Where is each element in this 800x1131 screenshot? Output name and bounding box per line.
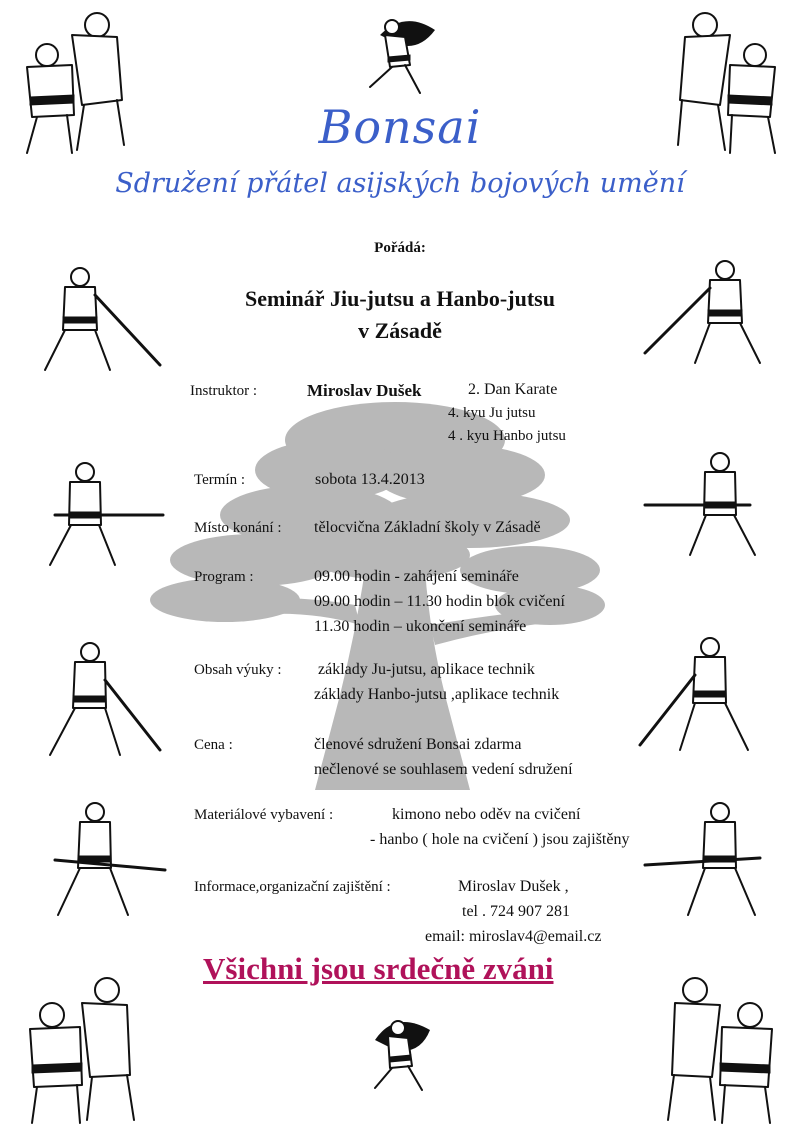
price-line-1: členové sdružení Bonsai zdarma [314,736,522,753]
contact-phone: tel . 724 907 281 [462,903,570,920]
page-title: Bonsai [318,100,482,154]
karateka-flying-kick-bottom-icon [350,1000,445,1095]
instructor-name: Miroslav Dušek [307,381,422,400]
content-line-1: základy Ju-jutsu, aplikace technik [318,661,535,678]
program-line-2: 09.00 hodin – 11.30 hodin blok cvičení [314,593,565,610]
seminar-title [0,283,800,347]
contact-label: Informace,organizační zajištění : [194,879,391,895]
page-subtitle: Sdružení přátel asijských bojových umění [115,168,685,199]
instructor-rank-2: 4. kyu Ju jutsu [448,405,536,421]
venue-value: tělocvična Základní školy v Zásadě [314,519,541,536]
contact-email: email: miroslav4@email.cz [425,928,602,945]
hanbo-figure-left-2-icon [35,460,165,570]
equipment-line-1: kimono nebo oděv na cvičení [392,806,581,823]
hanbo-figure-left-3-icon [35,640,165,760]
equipment-line-2: - hanbo ( hole na cvičení ) jsou zajištěny [370,831,630,848]
contact-name: Miroslav Dušek , [458,878,569,895]
instructor-rank-3: 4 . kyu Hanbo jutsu [448,428,566,444]
equipment-label: Materiálové vybavení : [194,807,334,823]
content-line-2: základy Hanbo-jutsu ,aplikace technik [314,686,560,703]
program-line-3: 11.30 hodin – ukončení semináře [314,618,527,635]
venue-label: Místo konání : [194,520,282,536]
program-line-1: 09.00 hodin - zahájení semináře [314,568,519,585]
price-label: Cena : [194,737,233,753]
instructor-label: Instruktor : [190,383,258,399]
date-label: Termín : [194,472,246,488]
price-line-2: nečlenové se souhlasem vedení sdružení [314,761,573,778]
seminar-title-line1: Seminář Jiu-jutsu a Hanbo-jutsu [245,286,555,311]
karateka-flying-kick-top-icon [350,5,445,100]
instructor-rank-1: 2. Dan Karate [468,381,558,398]
organizer-label: Pořádá: [374,240,426,256]
seminar-title-line2: v Zásadě [358,318,442,343]
program-label: Program : [194,569,254,585]
hanbo-figure-right-4-icon [640,800,780,920]
content-label: Obsah výuky : [194,662,282,678]
jujutsu-pair-bottom-left-icon [12,965,142,1125]
jujutsu-pair-bottom-right-icon [660,965,790,1125]
hanbo-figure-right-2-icon [640,450,780,560]
hanbo-figure-left-4-icon [40,800,170,920]
invitation-text: Všichni jsou srdečně zváni [203,951,554,986]
date-value: sobota 13.4.2013 [315,471,425,488]
hanbo-figure-right-3-icon [630,635,770,755]
